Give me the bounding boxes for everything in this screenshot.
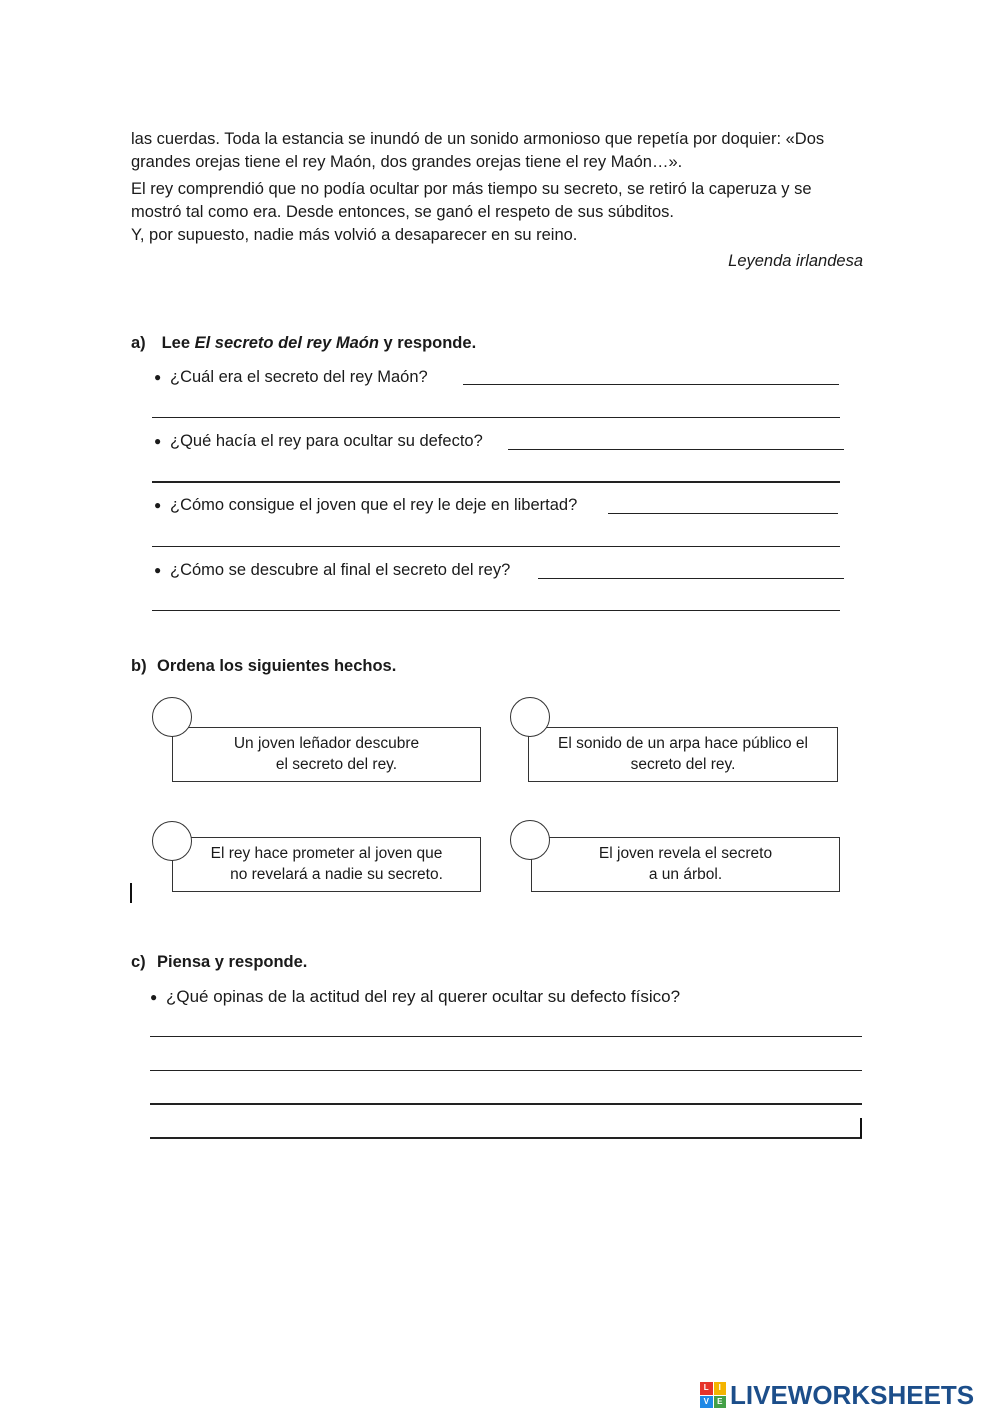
question-a2: ● ¿Qué hacía el rey para ocultar su defecto? xyxy=(154,432,483,450)
order-circle-1[interactable] xyxy=(152,697,192,737)
story-author: Leyenda irlandesa xyxy=(728,252,863,270)
answer-line-a4-2[interactable] xyxy=(152,610,840,611)
order-circle-2[interactable] xyxy=(510,697,550,737)
answer-line-c-3[interactable] xyxy=(150,1103,862,1105)
answer-line-a3-1[interactable] xyxy=(608,513,838,514)
bullet-icon: ● xyxy=(150,990,158,1004)
story-paragraph: El rey comprendió que no podía ocultar por más tiempo su secreto, se retiró la caperuza y se mostró tal como era. Desde entonces, se ganó el respeto de sus súbditos. xyxy=(131,180,812,221)
section-a-title: a) Lee El secreto del rey Maón y responde. xyxy=(131,334,477,352)
event-card-3: El rey hace prometer al joven que no revelará a nadie su secreto. xyxy=(172,837,481,892)
question-a3: ● ¿Cómo consigue el joven que el rey le deje en libertad? xyxy=(154,496,578,514)
question-c1: ● ¿Qué opinas de la actitud del rey al querer ocultar su defecto físico? xyxy=(150,987,681,1006)
text-cursor-end xyxy=(860,1118,862,1138)
answer-line-a1-2[interactable] xyxy=(152,417,840,418)
question-a4: ● ¿Cómo se descubre al final el secreto del rey? xyxy=(154,561,511,579)
answer-line-a1-1[interactable] xyxy=(463,384,839,385)
bullet-icon: ● xyxy=(154,434,162,448)
answer-line-c-1[interactable] xyxy=(150,1036,862,1037)
section-c-label: c) xyxy=(131,953,146,971)
bullet-icon: ● xyxy=(154,370,162,384)
liveworksheets-brand xyxy=(700,1378,974,1412)
answer-line-c-4[interactable] xyxy=(150,1137,862,1139)
answer-line-a4-1[interactable] xyxy=(538,578,844,579)
bullet-icon: ● xyxy=(154,498,162,512)
answer-line-a2-1[interactable] xyxy=(508,449,844,450)
brand-name: LIVEWORKSHEETS xyxy=(730,1379,975,1410)
story-paragraph: Y, por supuesto, nadie más volvió a desaparecer en su reino. xyxy=(131,226,578,244)
liveworksheets-logo-icon: L I V E xyxy=(700,1382,726,1408)
story-text xyxy=(131,128,866,251)
order-circle-3[interactable] xyxy=(152,821,192,861)
section-b-label: b) xyxy=(131,657,147,675)
text-cursor xyxy=(130,883,132,903)
question-a1: ● ¿Cuál era el secreto del rey Maón? xyxy=(154,368,428,386)
story-paragraph: las cuerdas. Toda la estancia se inundó de un sonido armonioso que repetía por doquier: «Dos grandes orejas tiene el rey Maón, dos grandes orejas tiene el rey Maón…». xyxy=(131,130,825,171)
section-a-label: a) xyxy=(131,334,146,352)
order-circle-4[interactable] xyxy=(510,820,550,860)
answer-line-a2-2[interactable] xyxy=(152,481,840,483)
answer-line-c-2[interactable] xyxy=(150,1070,862,1071)
event-card-1: Un joven leñador descubre el secreto del rey. xyxy=(172,727,481,782)
event-card-4: El joven revela el secreto a un árbol. xyxy=(531,837,840,892)
bullet-icon: ● xyxy=(154,563,162,577)
event-card-2: El sonido de un arpa hace público el secreto del rey. xyxy=(528,727,838,782)
section-b-title: b) Ordena los siguientes hechos. xyxy=(131,657,397,675)
answer-line-a3-2[interactable] xyxy=(152,546,840,547)
section-c-title: c) Piensa y responde. xyxy=(131,953,308,971)
